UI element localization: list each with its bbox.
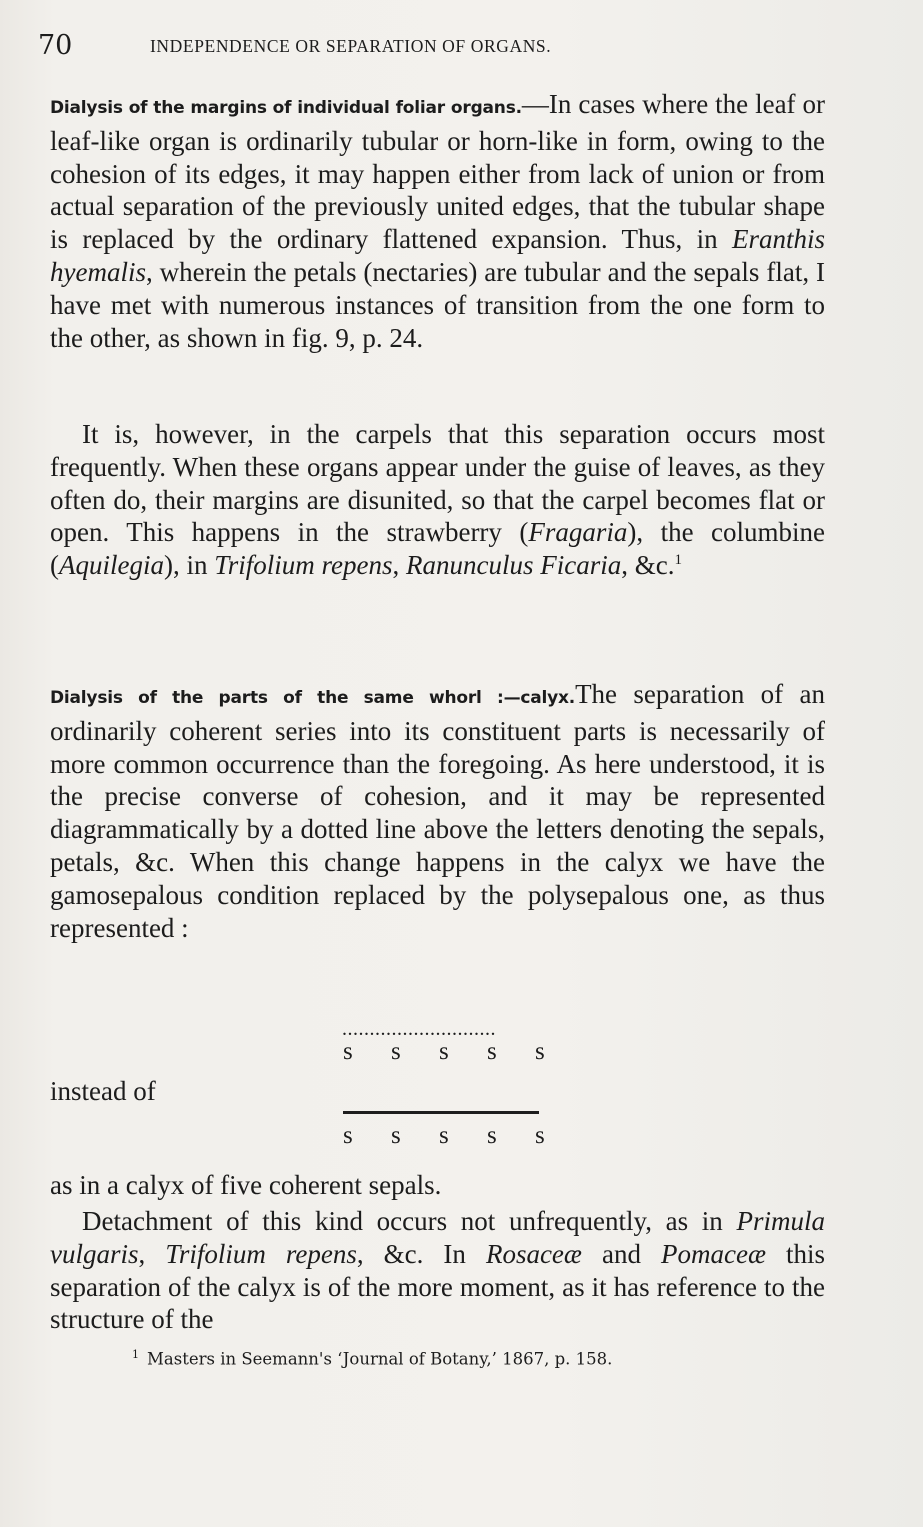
taxon-name: Pomaceæ <box>661 1238 766 1269</box>
sepal-letter: s <box>535 1038 545 1065</box>
footnote-mark: 1 <box>132 1348 139 1361</box>
footnote-text: Masters in Seemann's ‘Journal of Botany,’ 1867, p. 158. <box>147 1349 613 1369</box>
paragraph-margins-dialysis <box>50 88 825 354</box>
paragraph-text: , <box>392 550 407 581</box>
side-heading-margins: Dialysis of the margins of individual foliar organs. <box>50 98 522 118</box>
sepal-row-dotted <box>343 1038 583 1066</box>
side-heading-whorl: Dialysis of the parts of the same whorl :—calyx. <box>50 688 576 708</box>
instead-of-label: instead of <box>50 1076 156 1106</box>
sepal-letter: s <box>343 1122 353 1149</box>
sepal-letter: s <box>391 1122 401 1149</box>
footnote-reference: 1 <box>674 552 682 569</box>
taxon-name: Aquilegia <box>59 550 164 581</box>
dotted-line: ............................ <box>342 1018 496 1040</box>
taxon-name: Ranunculus Ficaria <box>406 550 622 581</box>
running-head: INDEPENDENCE OR SEPARATION OF ORGANS. <box>150 36 552 56</box>
footnote <box>132 1348 612 1369</box>
paragraph-text: , <box>138 1238 166 1269</box>
taxon-name: Eranthis hyemalis <box>50 224 825 287</box>
sepal-letter: s <box>439 1038 449 1065</box>
sepal-letter: s <box>343 1038 353 1065</box>
paragraph-text: It is, however, in the carpels that this separation occurs most frequently. When these organs appear under the guise of leaves, as they often do, their margins are disunited, so that the carpel becomes flat or open. This happens in the strawberry ( <box>50 419 825 548</box>
taxon-name: Fragaria <box>528 517 628 548</box>
paragraph-text: The separation of an ordinarily coherent series into its constituent parts is necessarily of more common occurrence than the foregoing. As here understood, it is the precise converse of cohesion, and it may be represented diagrammatically by a dotted line above the letters denoting the sepals, petals, &c. When this change happens in the calyx we have the gamosepalous condition replaced by the polysepalous one, as thus represented : <box>50 679 826 943</box>
taxon-name: Trifolium repens <box>214 550 393 581</box>
taxon-name: Rosaceæ <box>485 1238 582 1269</box>
paragraph-whorl-dialysis <box>50 678 825 944</box>
solid-line <box>343 1111 539 1114</box>
sepal-row-solid <box>343 1122 583 1150</box>
paragraph-text: , &c. <box>621 550 675 581</box>
paragraph-carpels <box>50 418 825 582</box>
taxon-name: Trifolium repens <box>165 1238 357 1269</box>
taxon-name: Primula vulgaris <box>50 1206 825 1269</box>
paragraph-text: this separation of the calyx is of the more moment, as it has reference to the structure of the <box>50 1238 826 1335</box>
em-dash: — <box>521 89 549 119</box>
paragraph-text: and <box>581 1238 661 1269</box>
calyx-caption: as in a calyx of five coherent sepals. <box>50 1170 442 1200</box>
sepal-letter: s <box>391 1038 401 1065</box>
sepal-letter: s <box>487 1122 497 1149</box>
paragraph-detachment <box>50 1205 825 1336</box>
page-header <box>38 30 828 66</box>
paragraph-text: , &c. In <box>356 1238 486 1269</box>
sepal-letter: s <box>439 1122 449 1149</box>
sepal-diagram <box>50 1008 825 1200</box>
paragraph-text: ), in <box>163 550 215 581</box>
paragraph-text: , wherein the petals (nectaries) are tubular and the sepals flat, I have met with numerous instances of transition from the one form to the other, as shown in fig. 9, p. 24. <box>50 256 825 353</box>
page-number: 70 <box>38 30 73 61</box>
paragraph-text: Detachment of this kind occurs not unfrequently, as in <box>82 1206 737 1236</box>
paragraph-text: ), the columbine ( <box>50 517 825 581</box>
sepal-letter: s <box>487 1038 497 1065</box>
paragraph-text: In cases where the leaf or leaf-like organ is ordinarily tubular or horn-like in form, owing to the cohesion of its edges, it may happen either from lack of union or from actual separation of the previously united edges, that the tubular shape is replaced by the ordinary flattened expansion. Thus, in <box>50 89 825 255</box>
sepal-letter: s <box>535 1122 545 1149</box>
